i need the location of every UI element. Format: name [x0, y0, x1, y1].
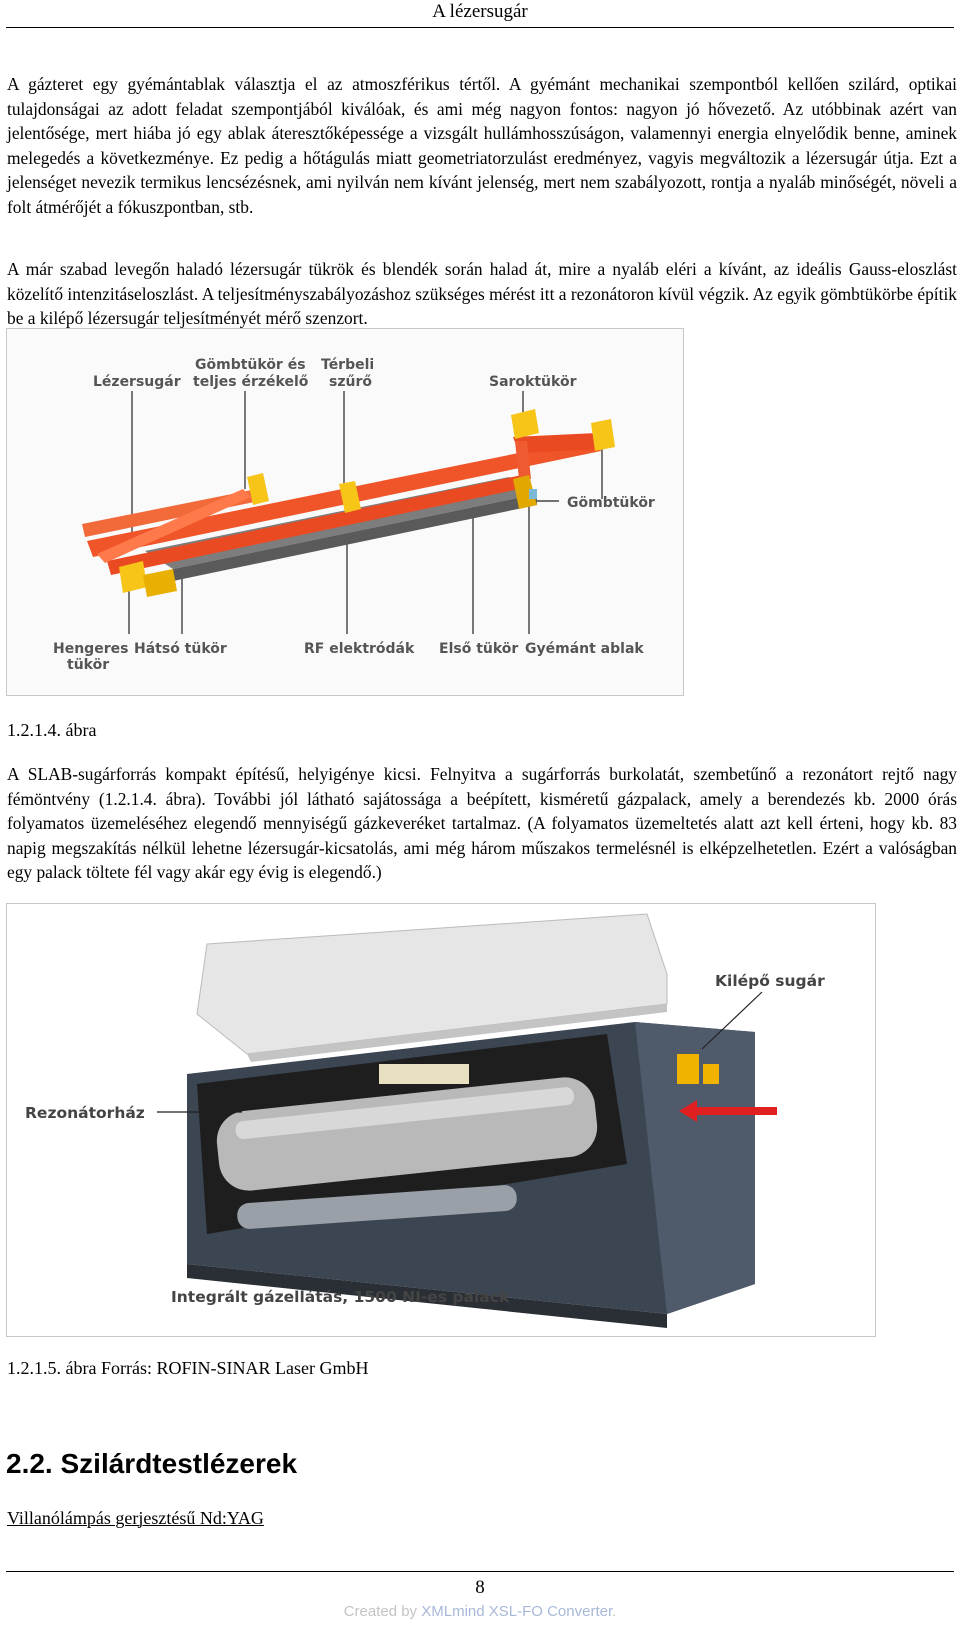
- label-resonator-housing: Rezonátorház: [25, 1104, 145, 1122]
- creator-prefix: Created by: [343, 1603, 422, 1620]
- label-sphere-mirror: Gömbtükör: [567, 495, 655, 511]
- label-corner-mirror: Saroktükör: [489, 374, 577, 390]
- subheading-nd-yag: Villanólámpás gerjesztésű Nd:YAG: [7, 1508, 264, 1528]
- label-rear-mirror: Hátsó tükör: [134, 641, 227, 657]
- label-laser-beam: Lézersugár: [93, 374, 181, 390]
- label-front-mirror: Első tükör: [439, 641, 519, 657]
- figure2-caption: 1.2.1.5. ábra Forrás: ROFIN-SINAR Laser GmbH: [7, 1358, 369, 1378]
- creator-suffix: .: [612, 1603, 617, 1620]
- label-gas-supply: Integrált gázellátás, 1500 NI-es palack: [171, 1288, 510, 1306]
- label-cylindrical-mirror-line2: tükör: [67, 657, 110, 673]
- section-title: Szilárdtestlézerek: [60, 1448, 298, 1479]
- label-exit-beam: Kilépő sugár: [715, 972, 825, 990]
- header-title: A lézersugár: [432, 1, 528, 22]
- label-cylindrical-mirror-line1: Hengeres: [53, 641, 129, 657]
- laser-device-svg: [7, 904, 875, 1336]
- resonator-diagram-svg: [7, 329, 683, 695]
- label-sphere-mirror-detector-line1: Gömbtükör és: [195, 357, 306, 373]
- figure-resonator-diagram: [6, 328, 684, 696]
- label-diamond-window: Gyémánt ablak: [525, 641, 644, 657]
- creator-note: [0, 1603, 960, 1620]
- label-spatial-filter-line2: szűrő: [329, 374, 372, 390]
- figure1-caption: 1.2.1.4. ábra: [7, 720, 97, 740]
- paragraph-slab-source: A SLAB-sugárforrás kompakt építésű, helyigénye kicsi. Felnyitva a sugárforrás burkolatát, szembetűnő a rezonátort rejtő nagy fémöntvény (1.2.1.4. ábra). További jól látható sajátossága a beépített, kisméretű gázpalack, amely a berendezés kb. 2000 órás folyamatos üzemeléséhez elegendő mennyiségű gázkeveréket tartalmaz. (A folyamatos üzemeltetés alatt azt kell érteni, hogy kb. 83 napig megszakítás nélkül lehetne lézersugár-kicsatolás, ami még három műszakos termelésnél is elképzelhetetlen. Ezért a valóságban egy palack töltete fél vagy akár egy évig is elegendő.): [7, 764, 957, 882]
- label-sphere-mirror-detector-line2: teljes érzékelő: [193, 374, 309, 390]
- creator-link[interactable]: XMLmind XSL-FO Converter: [421, 1603, 613, 1620]
- label-spatial-filter-line1: Térbeli: [321, 357, 375, 373]
- section-number: 2.2.: [6, 1448, 53, 1479]
- footer-divider: [6, 1571, 954, 1572]
- paragraph-diamond-window: A gázteret egy gyémántablak választja el az atmoszférikus tértől. A gyémánt mechanikai szempontból kellően szilárd, optikai tulajdonságai az adott feladat szempontjából kiválóak, és ami még nagyon fontos: nagyon jó hővezető. Az utóbbinak azért van jelentősége, mert hiába jó egy ablak áteresztőképessége a vizsgált hullámhosszúságon, valamennyi energia elnyelődik benne, aminek melegedés a következménye. Ez pedig a hőtágulás miatt geometriatorzulást eredményez, vagyis megváltozik a lézersugár útja. Ezt a jelenséget nevezik termikus lencsézésnek, ami nyilván nem kívánt jelenség, mert nem szabályozott, rontja a nyaláb minőségét, növeli a folt átmérőjét a fókuszpontban, stb.: [7, 74, 957, 217]
- section-heading: [6, 1448, 297, 1480]
- figure-laser-device: [6, 903, 876, 1337]
- page-header: [6, 0, 954, 28]
- label-rf-electrodes: RF elektródák: [304, 641, 415, 657]
- paragraph-beam-path: A már szabad levegőn haladó lézersugár tükrök és blendék során halad át, mire a nyaláb eléri a kívánt, az ideális Gauss-eloszlást közelítő intenzitáseloszlást. A teljesítményszabályozáshoz szükséges mérést itt a rezonátoron kívül végzik. Az egyik gömbtükörbe építik be a kilépő lézersugár teljesítményét mérő szenzort.: [7, 259, 957, 328]
- page-number: 8: [475, 1577, 485, 1598]
